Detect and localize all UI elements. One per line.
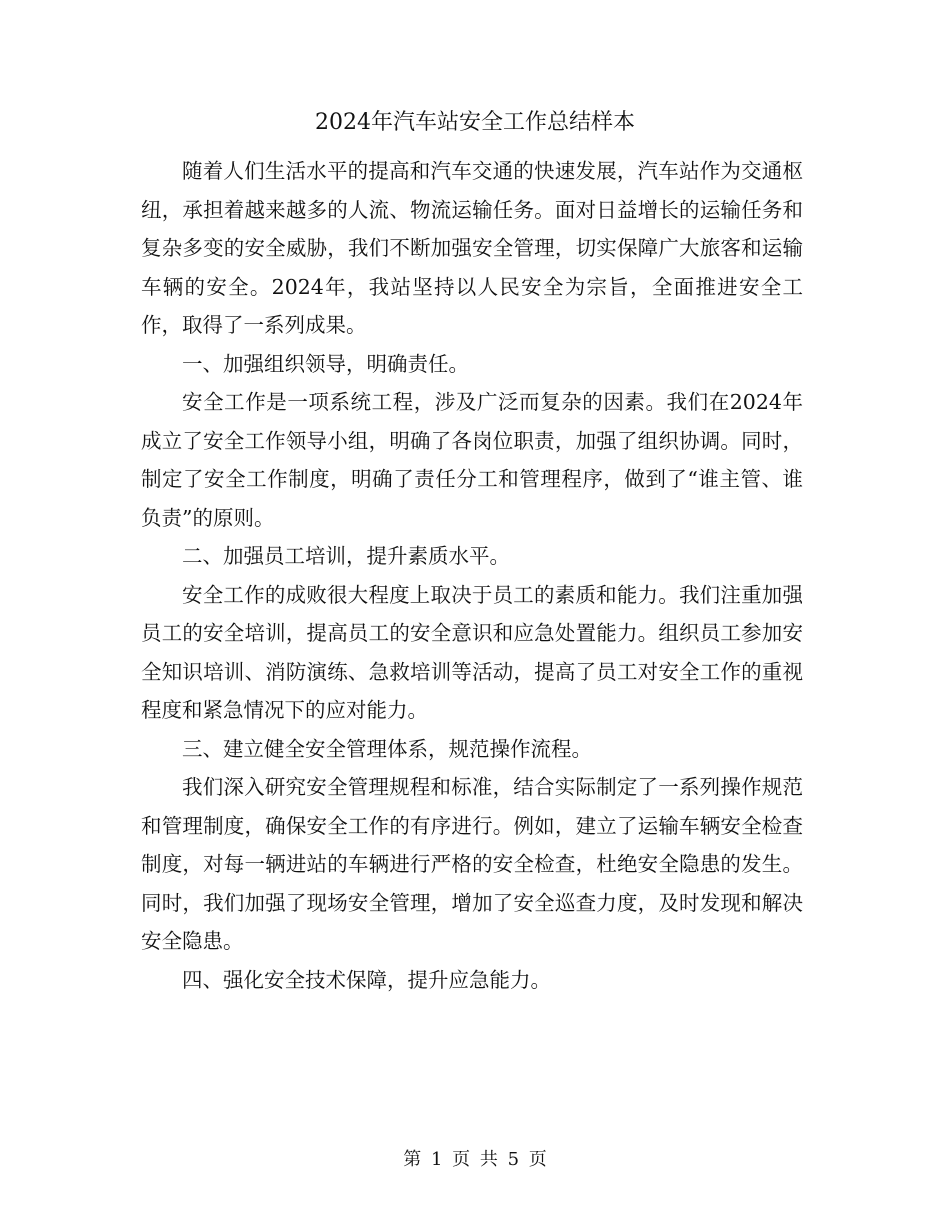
document-title: 2024年汽车站安全工作总结样本 <box>315 110 635 135</box>
section-heading-1: 一、加强组织领导，明确责任。 <box>182 351 469 376</box>
paragraph-section-3: 我们深入研究安全管理规程和标准，结合实际制定了一系列操作规范和管理制度，确保安全工作的有序进行。例如，建立了运输车辆安全检查制度，对每一辆进站的车辆进行严格的安全检查，杜绝安全隐患的发生。同时，我们加强了现场安全管理，增加了安全巡查力度，及时发现和解决安全隐患。 <box>141 775 803 953</box>
section-heading-2: 二、加强员工培训，提升素质水平。 <box>182 544 510 568</box>
paragraph-intro: 随着人们生活水平的提高和汽车交通的快速发展，汽车站作为交通枢纽，承担着越来越多的人流、物流运输任务。面对日益增长的运输任务和复杂多变的安全威胁，我们不断加强安全管理，切实保障广大旅客和运输车辆的安全。2024年，我站坚持以人民安全为宗旨，全面推进安全工作，取得了一系列成果。 <box>141 159 803 337</box>
document-body <box>141 152 803 999</box>
section-heading-4: 四、强化安全技术保障，提升应急能力。 <box>182 967 551 992</box>
paragraph-section-1: 安全工作是一项系统工程，涉及广泛而复杂的因素。我们在2024年成立了安全工作领导小组，明确了各岗位职责，加强了组织协调。同时，制定了安全工作制度，明确了责任分工和管理程序，做到了“谁主管、谁负责”的原则。 <box>141 390 803 530</box>
page-number-footer: 第 1 页 共 5 页 <box>403 1149 547 1170</box>
paragraph-section-2: 安全工作的成败很大程度上取决于员工的素质和能力。我们注重加强员工的安全培训，提高员工的安全意识和应急处置能力。组织员工参加安全知识培训、消防演练、急救培训等活动，提高了员工对安全工作的重视程度和紧急情况下的应对能力。 <box>141 582 803 722</box>
section-heading-3: 三、建立健全安全管理体系，规范操作流程。 <box>182 736 592 761</box>
